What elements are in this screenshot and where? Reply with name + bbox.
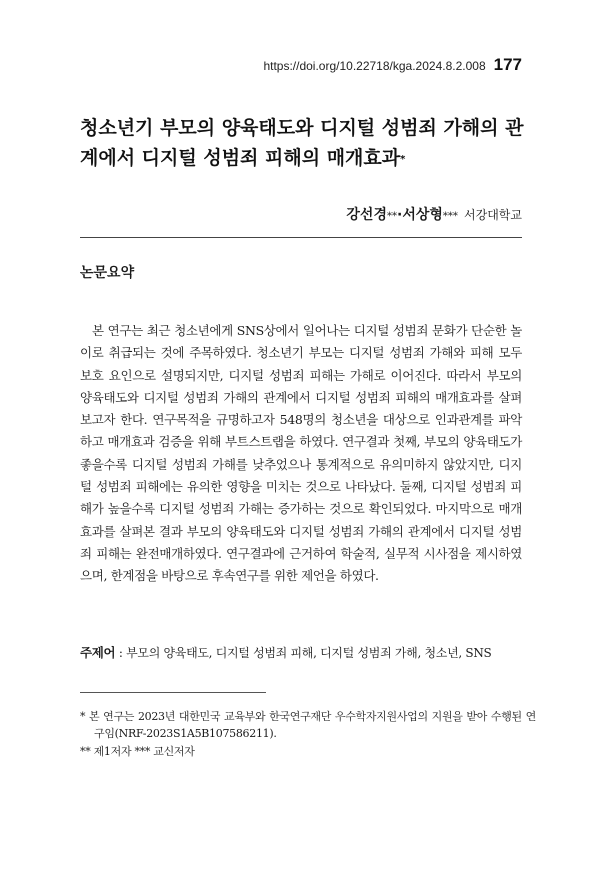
author-mark-1: ** — [386, 211, 397, 222]
abstract-heading: 논문요약 — [80, 265, 135, 281]
keywords-separator: : — [115, 646, 127, 660]
footnote-author-roles: ** 제1저자 *** 교신저자 — [80, 745, 195, 758]
author-name-2: 서상형 — [402, 207, 443, 223]
doi-link[interactable]: https://doi.org/10.22718/kga.2024.8.2.008 — [263, 59, 486, 73]
author-name-1: 강선경 — [346, 207, 387, 223]
footnote-divider — [80, 692, 266, 693]
title-footnote-mark: * — [400, 154, 406, 165]
keywords-label: 주제어 — [80, 645, 116, 660]
header-divider — [80, 237, 522, 238]
paper-title — [80, 113, 540, 175]
page-number: 177 — [493, 55, 522, 74]
keywords-text: 부모의 양육태도, 디지털 성범죄 피해, 디지털 성범죄 가해, 청소년, SNS — [126, 646, 492, 660]
author-mark-2: *** — [442, 211, 458, 222]
author-separator: · — [396, 207, 403, 223]
footnote-funding: * 본 연구는 2023년 대한민국 교육부와 한국연구재단 우수학자지원사업의 지원을 받아 수행된 연구임(NRF-2023S1A5B107586211). — [80, 710, 536, 740]
abstract-body: 본 연구는 최근 청소년에게 SNS상에서 일어나는 디지털 성범죄 문화가 단순한 놀이로 취급되는 것에 주목하였다. 청소년기 부모는 디지털 성범죄 가해와 피해 모두 보호 요인으로 설명되지만, 디지털 성범죄 피해는 가해로 이어진다. 따라서 부모의 양육태도와 디지털 성범죄 가해의 관계에서 디지털 성범죄 피해의 매개효과를 살펴보고자 한다. 연구목적을 규명하고자 548명의 청소년을 대상으로 인과관계를 파악하고 매개효과 검증을 위해 부트스트랩을 하였다. 연구결과 첫째, 부모의 양육태도가 좋을수록 디지털 성범죄 가해를 낮추었으나 통계적으로 유의미하지 않았지만, 디지털 성범죄 피해에는 유의한 영향을 미치는 것으로 나타났다. 둘째, 디지털 성범죄 피해가 높을수록 디지털 성범죄 가해는 증가하는 것으로 확인되었다. 마지막으로 매개효과를 살펴본 결과 부모의 양육태도와 디지털 성범죄 가해의 관계에서 디지털 성범죄 피해는 완전매개하였다. 연구결과에 근거하여 학술적, 실무적 시사점을 제시하였으며, 한계점을 바탕으로 후속연구를 위한 제언을 하였다. — [80, 323, 522, 584]
author-line — [346, 204, 522, 224]
paper-title-text: 청소년기 부모의 양육태도와 디지털 성범죄 가해의 관계에서 디지털 성범죄 피해의 매개효과 — [80, 117, 524, 169]
affiliation: 서강대학교 — [464, 208, 522, 222]
running-header — [263, 55, 522, 75]
keywords-line — [80, 643, 522, 661]
